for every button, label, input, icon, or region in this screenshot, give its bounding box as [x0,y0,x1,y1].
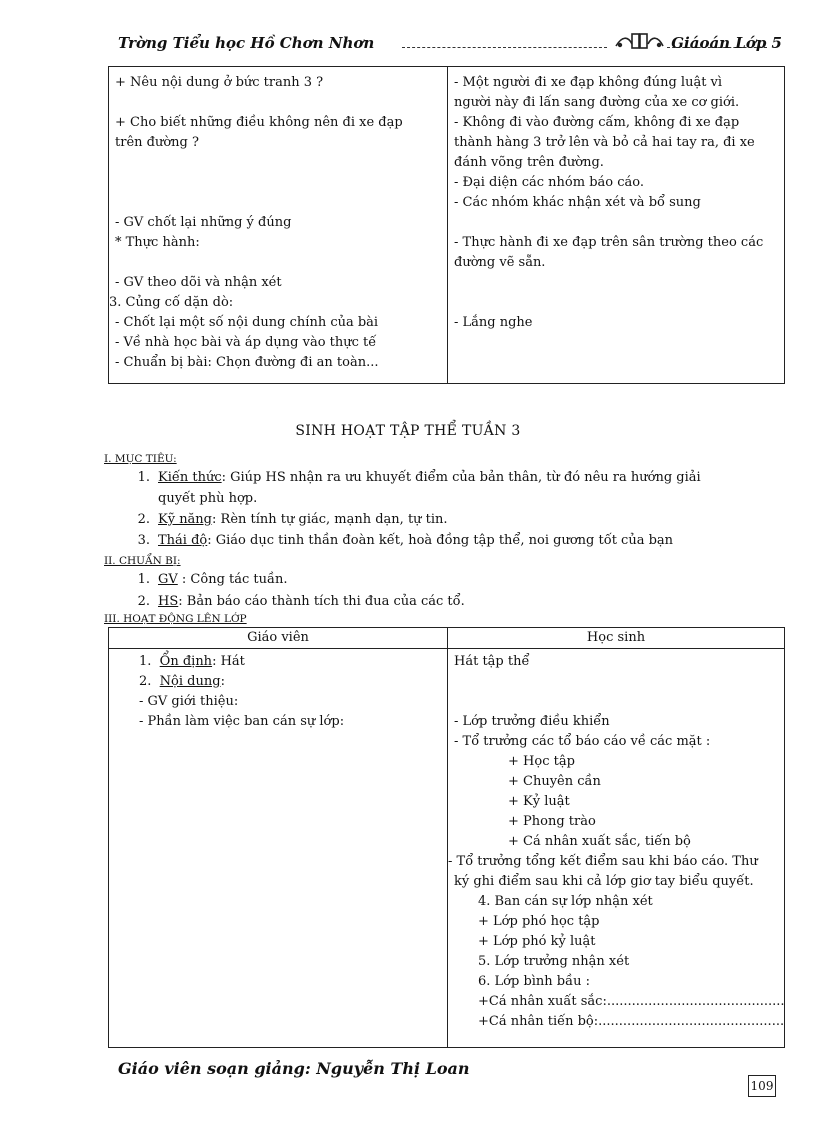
table-line: - Một người đi xe đạp không đúng luật vì [454,75,723,90]
table-line [454,213,782,233]
list-item-continuation: quyết phù hợp. [158,491,258,506]
table-line [115,93,443,113]
table-line: Hát tập thể [454,654,530,669]
noi-dung-label: Nội dung [159,674,221,689]
header-row-border [109,648,784,649]
table-line: + Cá nhân xuất sắc, tiến bộ [508,834,691,849]
table-line: + Học tập [508,754,575,769]
activity-table-continued [108,66,785,384]
table-line [115,173,443,193]
table-line: người này đi lấn sang đường của xe cơ giới. [454,95,740,110]
item-number: 3. [137,533,150,548]
table-line: thành hàng 3 trở lên và bỏ cả hai tay ra, đi xe [454,135,755,150]
table-line: 1. Ổn định: Hát [139,654,245,669]
table-line: đánh võng trên đường. [454,155,604,170]
item-key: GV [158,572,178,587]
table-line [448,692,784,712]
activity-table [108,627,785,1048]
table-line: - Không đi vào đường cấm, không đi xe đạp [454,115,740,130]
section-hoat-dong: III. HOẠT ĐỘNG LÊN LỚP [104,613,247,625]
table-line: - GV giới thiệu: [139,694,239,709]
table-line: - Tổ trưởng các tổ báo cáo về các mặt : [454,734,711,749]
table-line: + Nêu nội dung ở bức tranh 3 ? [115,75,324,90]
table-line: 4. Ban cán sự lớp nhận xét [478,894,653,909]
table-line: - Đại diện các nhóm báo cáo. [454,175,645,190]
page-header [112,30,792,60]
table-line: - Phần làm việc ban cán sự lớp: [139,714,345,729]
item-key: Thái độ [158,533,208,548]
list-item [128,468,701,488]
table-line: - Thực hành đi xe đạp trên sân trường theo các [454,235,764,250]
list-item [128,592,465,612]
table-line: - Về nhà học bài và áp dụng vào thực tế [115,335,377,350]
item-number: 2. [137,512,150,527]
list-item [128,510,448,530]
section-heading-cung-co: 3. Củng cố dặn dò: [109,295,234,310]
table-line: - Chốt lại một số nội dung chính của bài [115,315,379,330]
table-line [115,253,443,273]
item-number: 1. [137,572,150,587]
column-divider [447,67,448,383]
table-line: * Thực hành: [115,235,200,250]
table-line: ký ghi điểm sau khi cả lớp giơ tay biểu quyết. [454,874,754,889]
item-key: Kỹ năng [158,512,213,527]
teacher-column [109,73,443,373]
table-line: 2. Nội dung: [139,674,225,689]
item-number: 2. [137,594,150,609]
table-line: trên đường ? [115,135,199,150]
table-line: + Chuyên cần [508,774,601,789]
item-number: 1. [137,470,150,485]
student-column [454,73,782,333]
table-line: +Cá nhân xuất sắc:........................................... [478,994,785,1009]
table-line: + Lớp phó kỷ luật [478,934,596,949]
item-key: Kiến thức [158,470,222,485]
table-line: - Các nhóm khác nhận xét và bổ sung [454,195,701,210]
table-line [115,193,443,213]
item-text: : Giúp HS nhận ra ưu khuyết điểm của bản thân, từ đó nêu ra hướng giải [221,470,701,485]
list-item [128,570,287,590]
header-school: Trờng Tiểu học Hồ Chơn Nhơn [118,34,375,52]
table-line: - GV chốt lại những ý đúng [115,215,292,230]
section-muc-tieu: I. MỤC TIÊU: [104,453,177,465]
header-dashed-line-left [402,47,607,48]
student-column [448,652,784,1032]
table-line: + Kỷ luật [508,794,570,809]
table-line: 5. Lớp trưởng nhận xét [478,954,630,969]
column-header-teacher: Giáo viên [247,630,309,645]
book-emblem-icon [612,30,667,54]
table-line: +Cá nhân tiến bộ:............................................. [478,1014,785,1029]
item-text: : Công tác tuần. [177,572,288,587]
on-dinh-label: Ổn định [159,654,213,669]
section-chuan-bi: II. CHUẨN BỊ: [104,555,181,567]
item-text: : Rèn tính tự giác, mạnh dạn, tự tin. [212,512,448,527]
item-text: : Bản báo cáo thành tích thi đua của các tổ. [178,594,465,609]
table-line: - Tổ trưởng tổng kết điểm sau khi báo cáo. Thư [448,854,758,869]
table-line: + Phong trào [508,814,596,829]
table-line: - GV theo dõi và nhận xét [115,275,282,290]
table-line [115,153,443,173]
page-number: 109 [748,1075,776,1097]
header-plan: Giáoán Lớp 5 [671,34,782,52]
table-line: + Lớp phó học tập [478,914,600,929]
item-key: HS [158,594,179,609]
list-item [128,531,673,551]
table-line: 6. Lớp bình bầu : [478,974,590,989]
teacher-column [109,652,443,732]
table-line: - Lớp trưởng điều khiển [454,714,610,729]
table-line: - Chuẩn bị bài: Chọn đường đi an toàn... [115,355,379,370]
table-line [448,672,784,692]
page-title: SINH HOẠT TẬP THỂ TUẦN 3 [295,423,521,439]
table-line: - Lắng nghe [454,315,533,330]
table-line [454,273,782,293]
table-line [454,293,782,313]
table-line: đường vẽ sẵn. [454,255,546,270]
column-header-student: Học sinh [586,630,646,645]
table-line: + Cho biết những điều không nên đi xe đạp [115,115,403,130]
page-footer: Giáo viên soạn giảng: Nguyễn Thị Loan [118,1059,470,1078]
item-text: : Giáo dục tinh thần đoàn kết, hoà đồng tập thể, noi gương tốt của bạn [207,533,674,548]
